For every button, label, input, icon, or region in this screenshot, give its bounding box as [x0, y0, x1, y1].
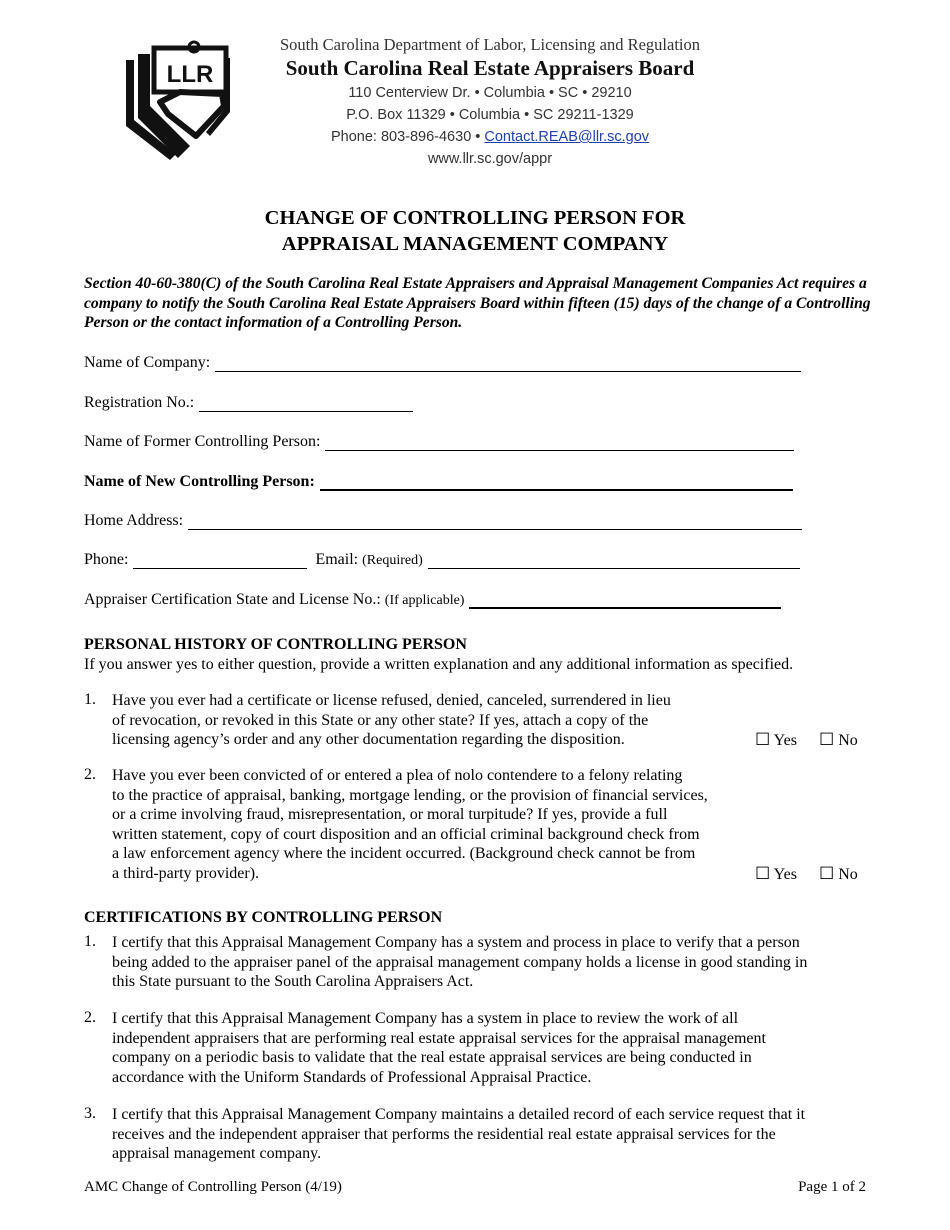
question-line: or a crime involving fraud, misrepresentation, or moral turpitude? If yes, provide a full [112, 806, 668, 824]
certification-number: 1. [84, 933, 96, 950]
logo-text: LLR [166, 61, 214, 88]
website-text: www.llr.sc.gov/appr [427, 151, 553, 167]
appraiser-license-input[interactable] [469, 591, 781, 609]
email-link[interactable]: Contact.REAB@llr.sc.gov [484, 129, 650, 145]
registration-field [84, 394, 413, 412]
home-address-input[interactable] [188, 513, 802, 530]
new-person-field [84, 473, 793, 491]
email-input[interactable] [428, 552, 800, 569]
question-line: written statement, copy of court disposition and an official criminal background check from [112, 825, 700, 843]
certification-line: being added to the appraiser panel of the appraisal management company holds a license in good standing in [112, 953, 808, 971]
question-2-yes-checkbox[interactable]: ☐ [755, 864, 771, 883]
email-required-note: (Required) [362, 553, 423, 568]
company-name-input[interactable] [215, 355, 801, 372]
certification-line: independent appraisers that are performing real estate appraisal services for the appraisal management [112, 1029, 766, 1047]
new-person-input[interactable] [320, 473, 793, 491]
certification-line: appraisal management company. [112, 1145, 322, 1163]
certification-line: receives and the independent appraiser that performs the residential real estate appraisal services for the [112, 1125, 776, 1143]
question-line: a law enforcement agency where the incident occurred. (Background check cannot be from [112, 845, 696, 863]
question-1-answers [755, 730, 858, 750]
certification-line: I certify that this Appraisal Management Company has a system and process in place to verify that a person [112, 934, 800, 951]
registration-label: Registration No.: [84, 394, 195, 411]
history-instructions: If you answer yes to either question, provide a written explanation and any additional information as specified. [84, 656, 794, 673]
certification-line: I certify that this Appraisal Management Company has a system in place to review the work of all [112, 1010, 739, 1027]
footer-form-id: AMC Change of Controlling Person (4/19) [84, 1179, 342, 1195]
phone-input[interactable] [133, 552, 307, 569]
no-label: No [838, 866, 858, 883]
certification-1-text [112, 933, 872, 992]
question-line: licensing agency’s order and any other documentation regarding the disposition. [112, 731, 625, 749]
former-person-field [84, 433, 794, 451]
street-address: 110 Centerview Dr. • Columbia • SC • 29210 [348, 85, 632, 101]
certification-line: I certify that this Appraisal Management Company maintains a detailed record of each service request that it [112, 1106, 806, 1123]
question-2-text [112, 766, 762, 884]
form-title-line1: CHANGE OF CONTROLLING PERSON FOR [264, 207, 686, 229]
department-name: South Carolina Department of Labor, Licensing and Regulation [280, 35, 700, 54]
email-label: Email: [315, 551, 359, 568]
question-line: of revocation, or revoked in this State or any other state? If yes, attach a copy of the [112, 711, 649, 729]
contact-line [200, 129, 780, 145]
registration-input[interactable] [199, 395, 413, 412]
question-number: 2. [84, 766, 96, 783]
new-person-label: Name of New Controlling Person: [84, 473, 315, 490]
history-heading: PERSONAL HISTORY OF CONTROLLING PERSON [84, 636, 467, 653]
question-2-answers [755, 864, 858, 884]
question-2-no-checkbox[interactable]: ☐ [818, 864, 835, 883]
phone-label: Phone: [84, 551, 129, 568]
certification-3-text [112, 1105, 872, 1164]
company-name-field [84, 354, 801, 372]
question-line: Have you ever had a certificate or license refused, denied, canceled, surrendered in lieu [112, 692, 671, 709]
board-name: South Carolina Real Estate Appraisers Board [285, 56, 695, 80]
question-1-no-checkbox[interactable]: ☐ [818, 730, 835, 749]
company-name-label: Name of Company: [84, 354, 211, 371]
intro-paragraph: Section 40-60-380(C) of the South Carolina Real Estate Appraisers and Appraisal Management Companies Act requires a company to notify the South Carolina Real Estate Appraisers Board within fifteen (15) days of the change of a Controlling Person or the contact information of a Controlling Person. [84, 275, 871, 331]
certification-line: company on a periodic basis to validate that the real estate appraisal services are being conducted in [112, 1049, 752, 1067]
no-label: No [838, 732, 858, 749]
appraiser-license-label: Appraiser Certification State and License No.: [84, 591, 381, 608]
phone-text: Phone: 803-896-4630 • [330, 129, 481, 145]
home-address-label: Home Address: [84, 512, 184, 529]
certification-2-text [112, 1009, 872, 1087]
appraiser-license-note: (If applicable) [384, 593, 465, 608]
yes-label: Yes [773, 866, 797, 883]
home-address-field [84, 512, 802, 530]
po-box-address: P.O. Box 11329 • Columbia • SC 29211-1329 [346, 107, 634, 123]
question-1-yes-checkbox[interactable]: ☐ [755, 730, 771, 749]
certification-line: accordance with the Uniform Standards of Professional Appraisal Practice. [112, 1068, 592, 1086]
yes-label: Yes [773, 732, 797, 749]
former-person-label: Name of Former Controlling Person: [84, 433, 321, 450]
appraiser-license-field [84, 591, 781, 609]
certification-line: this State pursuant to the South Carolina Appraisers Act. [112, 973, 474, 991]
question-1-text [112, 691, 752, 750]
question-line: a third-party provider). [112, 864, 260, 882]
question-number: 1. [84, 691, 96, 708]
certifications-heading: CERTIFICATIONS BY CONTROLLING PERSON [84, 909, 443, 926]
former-person-input[interactable] [325, 434, 794, 451]
question-line: Have you ever been convicted of or entered a plea of nolo contendere to a felony relating [112, 767, 683, 784]
form-title-line2: APPRAISAL MANAGEMENT COMPANY [281, 233, 669, 255]
question-line: to the practice of appraisal, banking, mortgage lending, or the provision of financial services, [112, 786, 708, 804]
phone-email-field [84, 551, 800, 569]
footer-page-number: Page 1 of 2 [798, 1179, 866, 1195]
certification-number: 2. [84, 1009, 96, 1026]
certification-number: 3. [84, 1105, 96, 1122]
